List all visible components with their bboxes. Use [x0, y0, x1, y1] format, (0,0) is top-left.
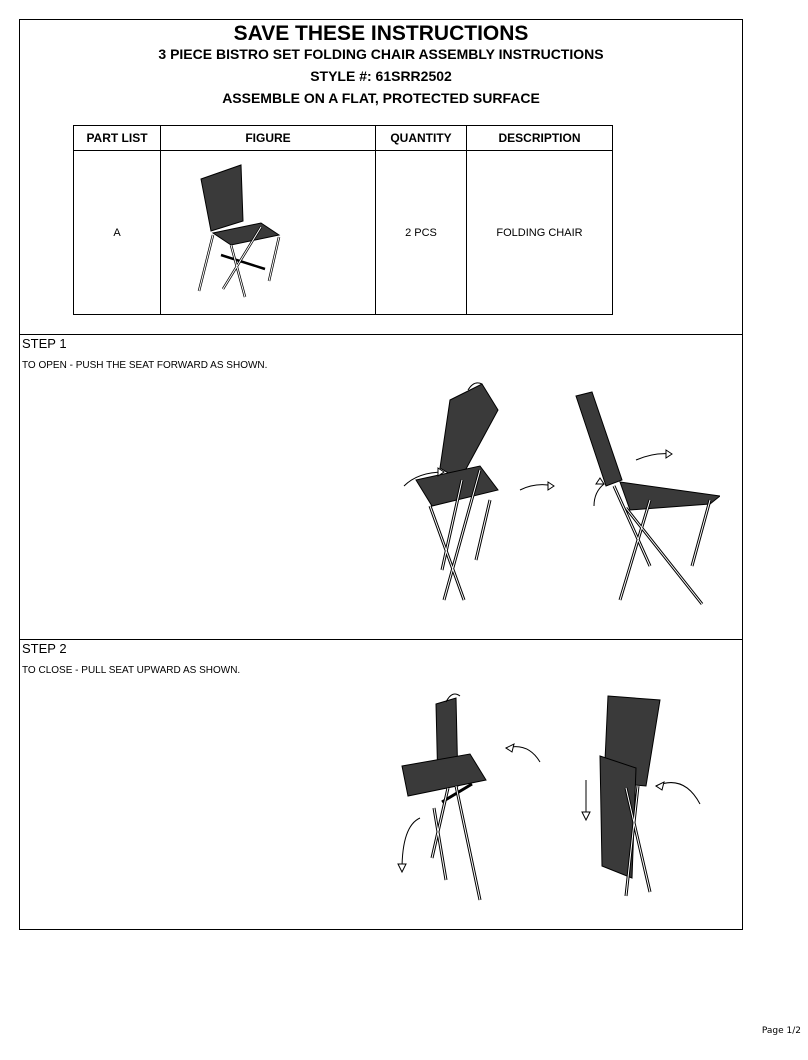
divider [20, 639, 742, 640]
header-part-list: PART LIST [74, 126, 161, 151]
page-title: SAVE THESE INSTRUCTIONS [233, 22, 529, 45]
page-number: Page 1/2 [761, 1026, 801, 1036]
style-number: STYLE #: 61SRR2502 [310, 68, 452, 84]
figure-cell [161, 151, 376, 315]
table-row [74, 151, 613, 315]
assembly-note: ASSEMBLE ON A FLAT, PROTECTED SURFACE [222, 90, 540, 106]
folding-chair-icon [161, 151, 375, 311]
part-description: FOLDING CHAIR [467, 151, 613, 315]
header-quantity: QUANTITY [376, 126, 467, 151]
parts-table-header [74, 126, 613, 151]
step-1-label: STEP 1 [22, 336, 67, 351]
header-figure: FIGURE [161, 126, 376, 151]
divider [20, 334, 742, 335]
step-2-label: STEP 2 [22, 641, 67, 656]
step-2-illustration [380, 668, 720, 908]
part-letter: A [74, 151, 161, 315]
page-subtitle: 3 PIECE BISTRO SET FOLDING CHAIR ASSEMBLY INSTRUCTIONS [158, 46, 604, 62]
step-2-text: TO CLOSE - PULL SEAT UPWARD AS SHOWN. [22, 665, 241, 676]
step-1-text: TO OPEN - PUSH THE SEAT FORWARD AS SHOWN. [22, 360, 268, 371]
instruction-sheet [19, 19, 743, 930]
parts-table [73, 125, 613, 315]
step-1-illustration [380, 370, 720, 610]
part-quantity: 2 PCS [376, 151, 467, 315]
header-description: DESCRIPTION [467, 126, 613, 151]
